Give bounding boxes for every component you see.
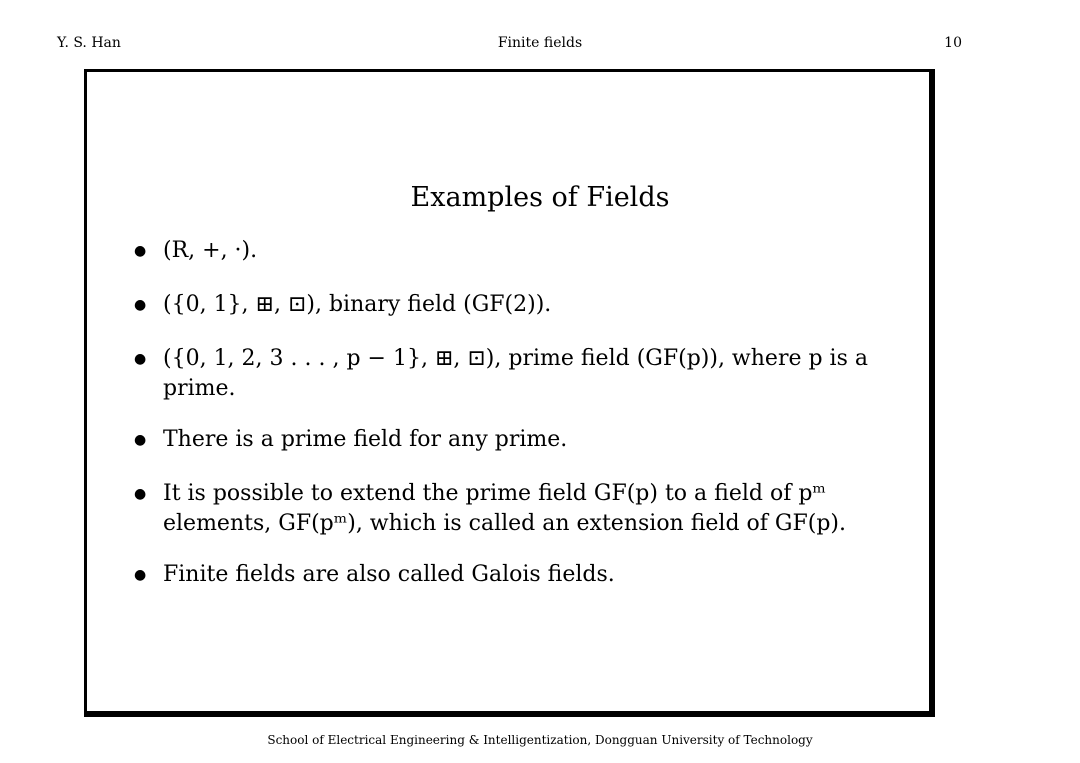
bullet-item	[134, 560, 914, 590]
bullet-item	[134, 344, 914, 404]
bullet-dot-icon: ●	[134, 432, 147, 448]
bullet-text: Finite fields are also called Galois fields.	[163, 562, 615, 587]
header-author: Y. S. Han	[57, 35, 121, 51]
bullet-item	[134, 479, 914, 539]
page-number: 10	[944, 35, 962, 51]
bullet-dot-icon: ●	[134, 243, 147, 259]
bullet-dot-icon: ●	[134, 351, 147, 367]
bullet-item	[134, 236, 914, 266]
bullet-dot-icon: ●	[134, 567, 147, 583]
bullet-dot-icon: ●	[134, 486, 147, 502]
bullet-text: ({0, 1, 2, 3 . . . , p − 1}, ⊞, ⊡), prime field (GF(p)), where p is a prime.	[163, 346, 868, 401]
slide-title: Examples of Fields	[410, 182, 670, 213]
footer-institution: School of Electrical Engineering & Intelligentization, Dongguan University of Technology	[267, 733, 813, 747]
bullet-dot-icon: ●	[134, 297, 147, 313]
bullet-text: There is a prime field for any prime.	[163, 427, 568, 452]
bullet-item	[134, 290, 914, 320]
bullet-item	[134, 425, 914, 455]
header-title: Finite fields	[497, 35, 583, 51]
bullet-text: (R, +, ·).	[163, 238, 258, 263]
bullet-text: It is possible to extend the prime field GF(p) to a field of pᵐ elements, GF(pᵐ), which is called an extension field of GF(p).	[163, 481, 846, 536]
bullet-text: ({0, 1}, ⊞, ⊡), binary field (GF(2)).	[163, 292, 552, 317]
bullet-list	[134, 236, 914, 614]
